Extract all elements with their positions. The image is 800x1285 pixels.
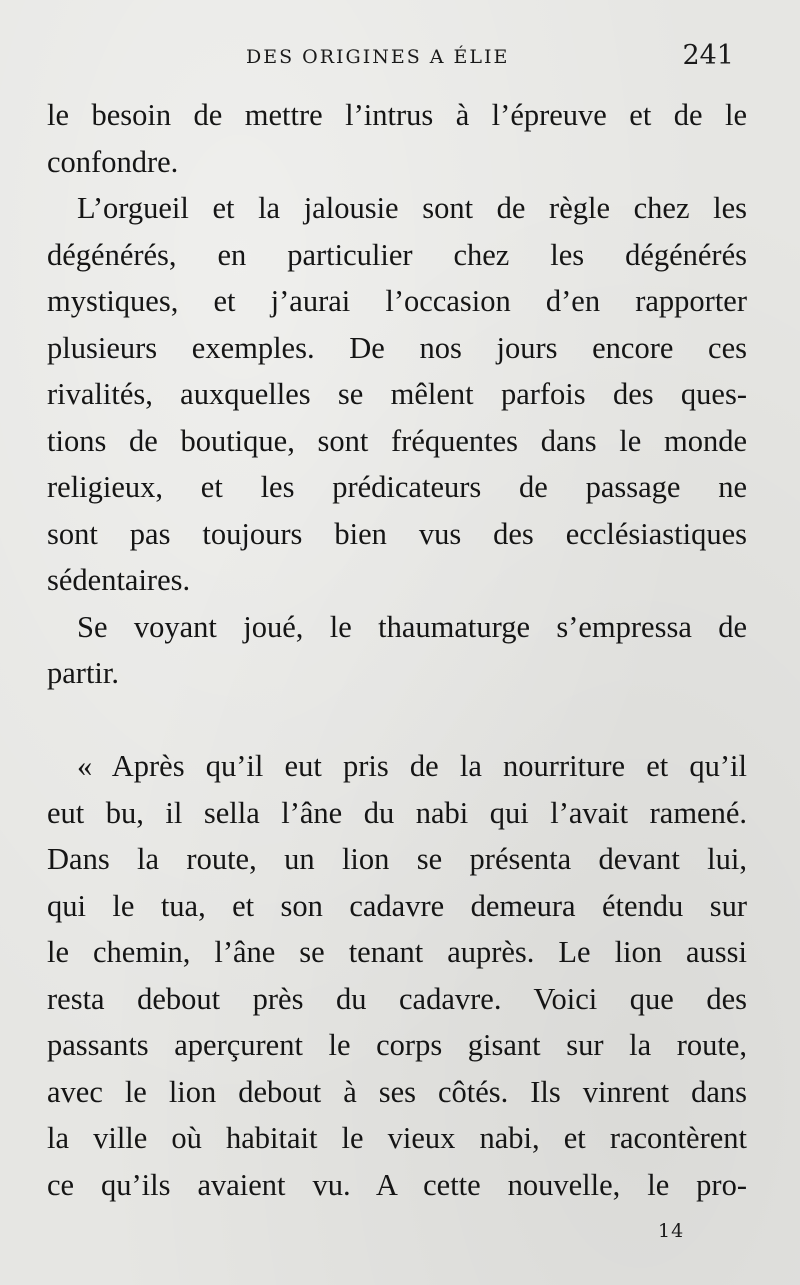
body-text	[47, 92, 747, 1208]
text-line: sont pas toujours bien vus des ecclésiastiques	[47, 516, 747, 551]
text-line: qui le tua, et son cadavre demeura étendu sur	[47, 888, 747, 923]
text-line: le besoin de mettre l’intrus à l’épreuve et de le	[47, 98, 747, 132]
text-line: mystiques, et j’aurai l’occasion d’en rapporter	[47, 284, 747, 318]
paragraph	[47, 185, 747, 604]
page-number: 241	[682, 40, 734, 71]
text-line: passants aperçurent le corps gisant sur la route,	[47, 1028, 747, 1062]
paragraph	[47, 743, 747, 1208]
text-line: avec le lion debout à ses côtés. Ils vinrent dans	[47, 1074, 747, 1109]
text-line: ce qu’ils avaient vu. A cette nouvelle, le pro-	[47, 1167, 747, 1202]
running-head: DES ORIGINES A ÉLIE	[246, 46, 510, 68]
text-line: Dans la route, un lion se présenta devant lui,	[47, 842, 747, 876]
text-line: plusieurs exemples. De nos jours encore ces	[47, 330, 747, 365]
text-line: « Après qu’il eut pris de la nourriture et qu’il	[77, 749, 747, 783]
text-line: la ville où habitait le vieux nabi, et racontèrent	[47, 1121, 747, 1155]
text-line: le chemin, l’âne se tenant auprès. Le lion aussi	[47, 935, 747, 969]
text-line: L’orgueil et la jalousie sont de règle chez les	[77, 191, 747, 225]
text-line: eut bu, il sella l’âne du nabi qui l’avait ramené.	[47, 795, 747, 830]
paragraph	[47, 604, 747, 697]
signature-mark: 14	[658, 1220, 685, 1242]
paragraph-gap	[47, 697, 747, 744]
text-line: resta debout près du cadavre. Voici que des	[47, 981, 747, 1016]
text-line: tions de boutique, sont fréquentes dans le monde	[47, 423, 747, 458]
text-line: partir.	[47, 656, 119, 690]
text-line: rivalités, auxquelles se mêlent parfois des ques-	[47, 377, 747, 411]
text-line: religieux, et les prédicateurs de passage ne	[47, 470, 747, 504]
text-line: confondre.	[47, 144, 179, 179]
text-line: Se voyant joué, le thaumaturge s’empressa de	[77, 609, 747, 644]
page-header	[48, 40, 738, 76]
text-line: sédentaires.	[47, 563, 191, 597]
text-line: dégénérés, en particulier chez les dégénérés	[47, 237, 747, 272]
paragraph	[47, 92, 747, 185]
